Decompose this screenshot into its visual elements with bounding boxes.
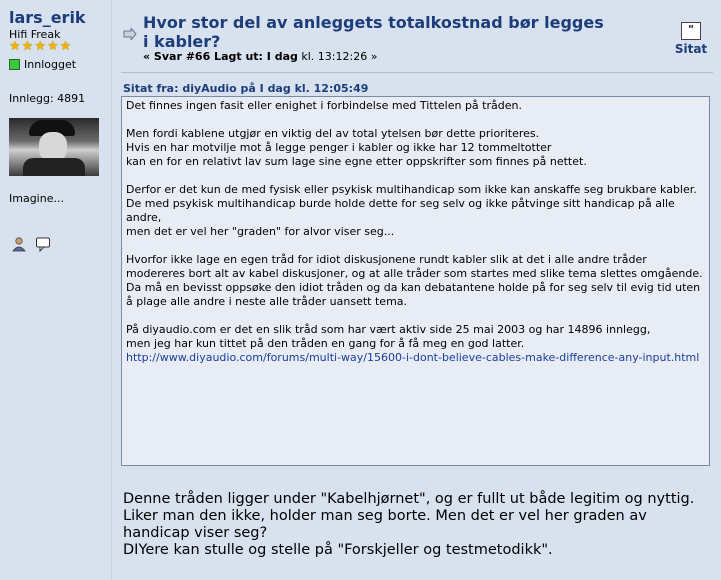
user-rank: Hifi Freak — [9, 28, 61, 41]
username-link[interactable]: lars_erik — [9, 8, 86, 27]
quote-line: Hvorfor ikke lage en egen tråd for idiot diskusjonene rundt kabler slik at det i alle andre tråder modereres bort alt av kabel diskusjoner, og at alle tråder som startes med slike tema slettes omgående. — [126, 253, 703, 280]
avatar[interactable] — [9, 118, 99, 176]
rank-stars — [9, 40, 71, 54]
quote-line: Da må en bevisst oppsøke den idiot tråden og da kan debatantene holde på for seg selv til evig tid uten å plage alle andre i neste alle tråder uansett tema. — [126, 281, 701, 308]
quote-line: men det er vel her "graden" for alvor viser seg... — [126, 225, 395, 238]
star-icon: ★ — [59, 39, 72, 54]
quote-line: Det finnes ingen fasit eller enighet i forbindelse med Tittelen på tråden. — [126, 99, 522, 112]
star-icon: ★ — [21, 39, 34, 54]
user-sidebar — [0, 0, 111, 580]
quote-external-link[interactable]: http://www.diyaudio.com/forums/multi-way/15600-i-dont-believe-cables-make-difference-any-input.html — [126, 351, 700, 364]
quote-line: kan en for en relativt lav sum lage sine egne etter oppskrifter som finnes på nettet. — [126, 155, 587, 168]
star-icon: ★ — [46, 39, 59, 54]
column-divider — [111, 0, 112, 580]
post-count: Innlegg: 4891 — [9, 92, 86, 105]
quote-line: men jeg har kun tittet på den tråden en gang for å få meg en god latter. — [126, 337, 525, 350]
title-divider — [121, 72, 713, 73]
quote-line: På diyaudio.com er det en slik tråd som har vært aktiv side 25 mai 2003 og har 14896 innlegg, — [126, 323, 651, 336]
reply-line: DIYere kan stulle og stelle på "Forskjeller og testmetodikk". — [123, 542, 553, 558]
star-icon: ★ — [34, 39, 46, 54]
quote-line: Hvis en har motvilje mot å legge penger i kabler og ikke har 12 tommeltotter — [126, 141, 552, 154]
quote-button-label: Sitat — [674, 42, 708, 56]
star-icon: ★ — [9, 39, 21, 54]
quote-icon: " — [681, 22, 701, 40]
quote-line: Derfor er det kun de med fysisk eller psykisk multihandicap som ikke kan anskaffe seg brukbare kabler. — [126, 183, 697, 196]
quote-header[interactable]: Sitat fra: diyAudio på I dag kl. 12:05:49 — [123, 82, 369, 95]
user-profile-icon[interactable] — [10, 236, 28, 254]
quote-line: De med psykisk multihandicap burde holde dette for seg selv og ikke påtvinge sitt handicap på alle andre, — [126, 197, 675, 224]
online-status-label: Innlogget — [24, 58, 77, 71]
reply-body — [123, 491, 715, 559]
post-title-link[interactable]: Hvor stor del av anleggets totalkostnad bør legges i kabler? — [143, 13, 604, 51]
post-meta-time: kl. 13:12:26 » — [301, 50, 378, 63]
quote-block — [121, 96, 710, 466]
reply-line: Denne tråden ligger under "Kabelhjørnet", og er fullt ut både legitim og nyttig. Liker man den ikke, holder man seg borte. Men det er vel her graden av handicap viser seg? — [123, 491, 695, 541]
quote-button[interactable] — [673, 22, 709, 56]
post-arrow-icon — [123, 28, 137, 43]
user-signature: Imagine... — [9, 192, 64, 205]
private-message-icon[interactable] — [34, 236, 52, 254]
post-meta — [143, 50, 377, 63]
online-status-icon — [9, 59, 20, 70]
user-action-icons — [10, 236, 52, 254]
quote-line: Men fordi kablene utgjør en viktig del av total ytelsen bør dette prioriteres. — [126, 127, 540, 140]
online-status — [9, 58, 76, 71]
post-meta-prefix: « Svar #66 Lagt ut: I dag — [143, 50, 298, 63]
